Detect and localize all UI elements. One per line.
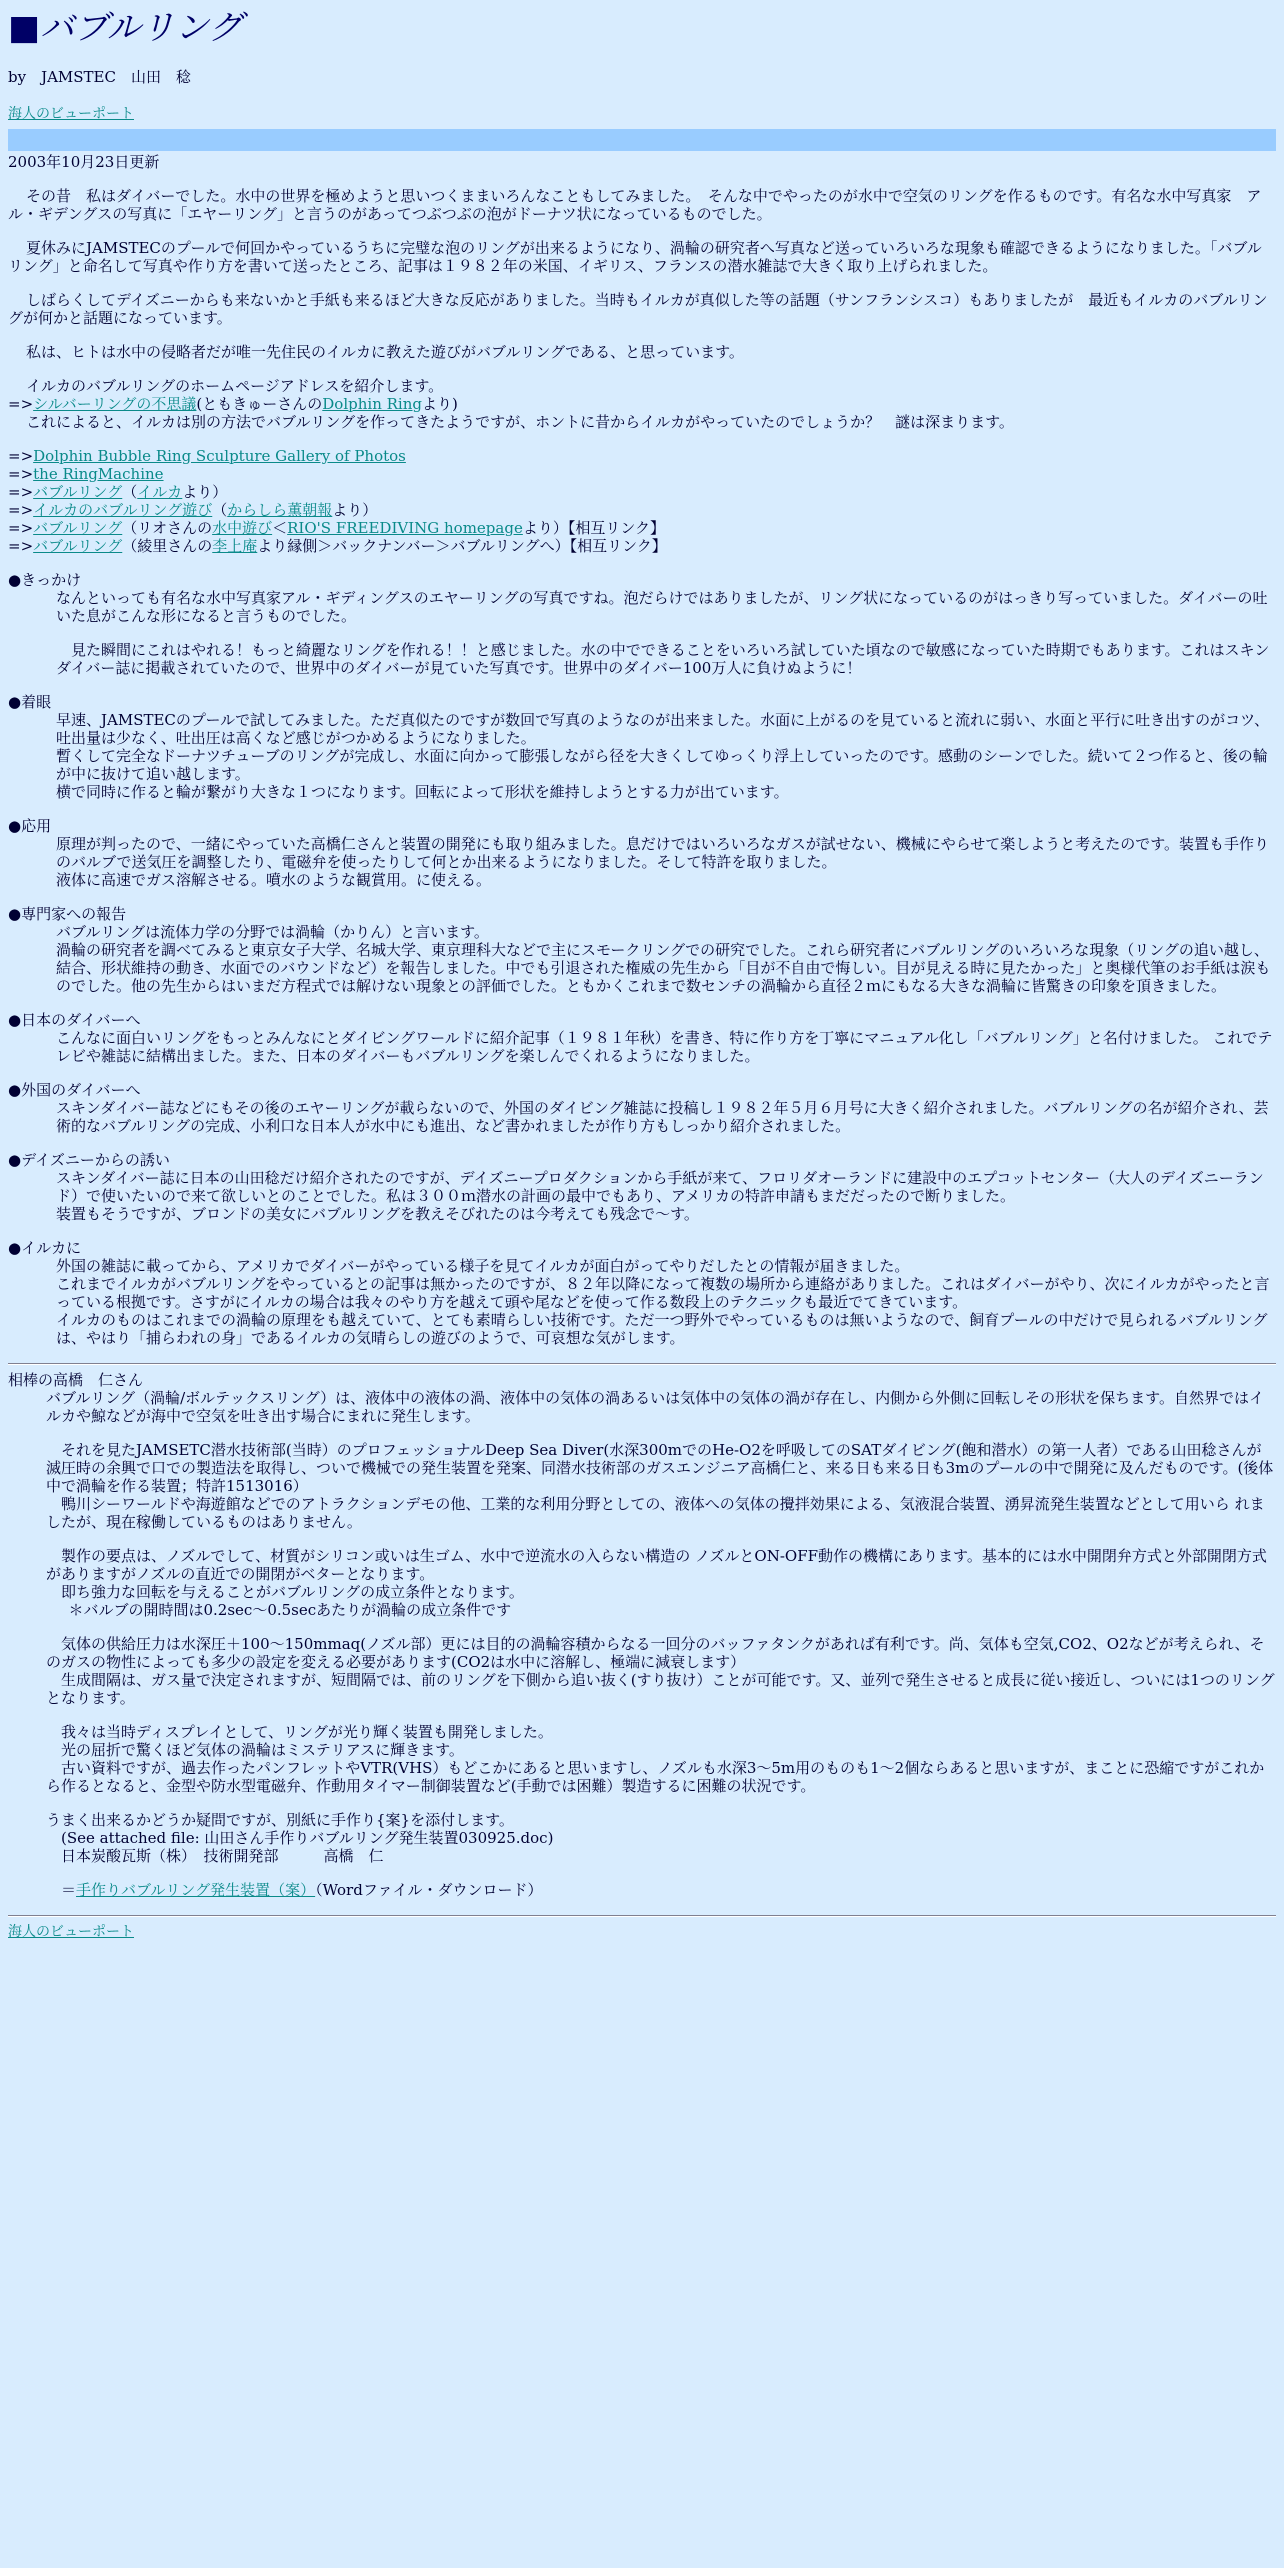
section-paragraph: なんといっても有名な水中写真家アル・ギディングスのエヤーリングの写真ですね。泡だらけではありましたが、リング状になっているのがはっきり写っていました。ダイバーの吐いた息がこんな形になると言うものでした。 [56,589,1268,625]
section-heading: ●着眼 [8,693,52,711]
attached-file-note: (See attached file: 山田さん手作りバブルリング発生装置030925.doc) [61,1829,554,1847]
link-underwater-play[interactable]: 水中遊び [212,519,273,537]
partner-text: 製作の要点は、ノズルでして、材質がシリコン或いは生ゴム、水中で逆流水の入らない構造の ノズルとON-OFF動作の機構にあります。基本的には水中開閉弁方式と外部開閉方式がありますがノズルの直近での開閉がベターとなります。 [46,1547,1267,1583]
section-paragraph: 外国の雑誌に載ってから、アメリカでダイバーがやっている様子を見てイルカが面白がってやりだしたとの情報が届きました。 [56,1257,910,1275]
byline: by JAMSTEC 山田 稔 [8,68,191,86]
link-note: （綾里さんの [122,537,213,555]
download-link[interactable]: 手作りバブルリング発生装置（案） [76,1881,316,1899]
homepage-lead: イルカのバブルリングのホームページアドレスを紹介します。 [26,377,444,395]
partner-text: それを見たJAMSETC潜水技術部(当時）のプロフェッショナルDeep Sea Diver(水深300mでのHe-O2を呼吸してのSATダイビング(飽和潜水）の第一人者）である山田稔さんが滅圧時の余興で口での製造法を取得し、ついで機械での発生装置を発案、同潜水技術部のガスエンジニア高橋仁と、来る日も来る日も3mのプールの中で開発に及んだものです。(後体中で渦輪を作る装置；特許1513016） [46,1441,1274,1495]
section-heading: ●専門家への報告 [8,905,127,923]
link-note: ＜ [272,519,288,537]
section-paragraph: 横で同時に作ると輪が繋がり大きな１つになります。回転によって形状を維持しようとする力が出ています。 [56,783,789,801]
section-paragraph: 暫くして完全なドーナツチューブのリングが完成し、水面に向かって膨張しながら径を大きくしてゆっくり浮上していったのです。感動のシーンでした。続いて２つ作ると、後の輪が中に抜けて追い越します。 [56,747,1268,783]
intro-paragraph-4: 私は、ヒトは水中の侵略者だが唯一先住民のイルカに教えた遊びがバブルリングである、と思っています。 [26,343,744,361]
partner-text: 気体の供給圧力は水深圧＋100～150mmaq(ノズル部）更には目的の渦輪容積からなる一回分のバッファタンクがあれば有利です。尚、気体も空気,CO2、O2などが考えられ、そのガスの物性によっても多少の設定を変える必要があります(CO2は水中に溶解し、極端に減衰します） [46,1635,1265,1671]
section-disney [8,1151,1276,1223]
section-experts [8,905,1276,995]
partner-text: 鴨川シーワールドや海遊館などでのアトラクションデモの他、工業的な利用分野としての、液体への気体の攪拌効果による、気液混合装置、湧昇流発生装置などとして用いら れましたが、現在稼働しているものはありません。 [46,1495,1265,1531]
link-note: より）【相互リンク】 [522,519,666,537]
link-dolphin-ring[interactable]: Dolphin Ring [322,395,422,413]
section-heading: ●外国のダイバーへ [8,1081,141,1099]
section-japan-divers [8,1011,1276,1065]
section-paragraph: 見た瞬間にこれはやれる！もっと綺麗なリングを作れる！！と感じました。水の中でできることをいろいろ試していた頃なので敏感になっていた時期でもあります。これはスキンダイバー誌に掲載されていたので、世界中のダイバーが見ていた写真です。世界中のダイバー100万人に負けぬように！ [56,641,1270,677]
section-heading: ●応用 [8,817,52,835]
intro-paragraph-3: しばらくしてデイズニーからも来ないかと手紙も来るほど大きな反応がありました。当時もイルカが真似した等の話題（サンフランシスコ）もありましたが 最近もイルカのバブルリングが何かと話題になっています。 [8,291,1268,327]
partner-text: 即ち強力な回転を与えることがバブルリングの成立条件となります。 [61,1583,524,1601]
section-paragraph: イルカのものはこれまでの渦輪の原理をも越えていて、とても素晴らしい技術です。ただ一つ野外でやっているものは無いようなので、飼育プールの中だけで見られるバブルリングは、やはり「捕らわれの身」であるイルカの気晴らしの遊びのようで、可哀想な気がします。 [56,1311,1268,1347]
section-paragraph: スキンダイバー誌などにもその後のエヤーリングが載らないので、外国のダイビング雑誌に投稿し１９８２年５月６月号に大きく紹介されました。バブルリングの名が紹介され、芸術的なバブルリングの完成、小利口な日本人が水中にも進出、など書かれましたが作り方もしっかり紹介されました。 [56,1099,1269,1135]
link-bubble-ring-2[interactable]: バブルリング [33,519,123,537]
section-foreign-divers [8,1081,1276,1135]
partner-text: 光の屈折で驚くほど気体の渦輪はミステリアスに輝きます。 [61,1741,464,1759]
download-prefix: ＝ [61,1881,77,1899]
link-note: (ともきゅーさんの [196,395,323,413]
link-note: （ [122,483,138,501]
divider [8,1363,1276,1365]
link-note: より） [182,483,228,501]
link-item: =>the RingMachine [8,465,164,483]
link-note: より縁側＞バックナンバー＞バブルリングへ）【相互リンク】 [257,537,667,555]
partner-section [8,1371,1276,1899]
section-heading: ●日本のダイバーへ [8,1011,141,1029]
intro-paragraph-1: その昔 私はダイバーでした。水中の世界を極めようと思いつくままいろんなこともしてみました。 そんな中でやったのが水中で空気のリングを作るものです。有名な水中写真家 アル・ギデングスの写真に「エヤーリング」と言うのがあってつぶつぶの泡がドーナツ状になっているものでした。 [8,187,1262,223]
download-note: （Wordファイル・ダウンロード） [315,1881,543,1899]
section-paragraph: 原理が判ったので、一緒にやっていた高橋仁さんと装置の開発にも取り組みました。息だけではいろいろなガスが試せない、機械にやらせて楽しようと考えたのです。装置も手作りのバルブで送気圧を調整したり、電磁弁を使ったりして何とか出来るようになりました。そして特許を取りました。 [56,835,1270,871]
page-title: ■バブルリング [8,8,243,48]
partner-paragraph: バブルリング（渦輪/ボルテックスリング）は、液体中の液体の渦、液体中の気体の渦あるいは気体中の気体の渦が存在し、内側から外側に回転しその形状を保ちます。自然界ではイルカや鯨などが海中で空気を吐き出す場合にまれに発生します。 [46,1389,1264,1425]
section-paragraph: 液体に高速でガス溶解させる。噴水のような観賞用。に使える。 [56,871,492,889]
arrow-prefix: => [8,395,34,413]
nav-link-viewport[interactable]: 海人のビューポート [8,106,134,122]
partner-text: 我々は当時ディスプレイとして、リングが光り輝く装置も開発しました。 [61,1723,553,1741]
updated-date: 2003年10月23日更新 [8,153,160,171]
link-note: （ [212,501,228,519]
partner-paragraph [46,1547,1276,1619]
partner-text: 生成間隔は、ガス量で決定されますが、短間隔では、前のリングを下側から追い抜く(すり抜け）ことが可能です。又、並列で発生させると成長に従い接近し、ついには1つのリングとなります。 [46,1671,1275,1707]
link-bubble-ring-3[interactable]: バブルリング [33,537,123,555]
section-heading: ●きっかけ [8,571,82,589]
link-item: =>バブルリング（リオさんの水中遊び＜RIO'S FREEDIVING homepageより）【相互リンク】 [8,519,666,537]
signature-line: 日本炭酸瓦斯（株） 技術開発部 高橋 仁 [61,1847,384,1865]
section-paragraph: これまでイルカがバブルリングをやっているとの記事は無かったのですが、８２年以降になって複数の場所から連絡がありました。これはダイバーがやり、次にイルカがやったと言っている根拠です。さすがにイルカの場合は我々のやり方を越えて頭や尾などを使って作る数段上のテクニックも最近でてきています。 [56,1275,1270,1311]
link-item: =>バブルリング（綾里さんの李上庵より縁側＞バックナンバー＞バブルリングへ）【相互リンク】 [8,537,667,555]
section-paragraph: 渦輪の研究者を調べてみると東京女子大学、名城大学、東京理科大などで主にスモークリングでの研究でした。これら研究者にバブルリングのいろいろな現象（リングの追い越し、結合、形状維持の動き、水面でのバウンドなど）を報告しました。中でも引退された権威の先生から「目が不自由で悔しい。目が見える時に見たかった」と奥様代筆のお手紙は涙ものでした。他の先生からはいまだ方程式では解けない現象との評価でした。ともかくこれまで数センチの渦輪から直径２ｍにもなる大きな渦輪に皆驚きの印象を頂きました。 [56,941,1271,995]
section-chakugan [8,693,1276,801]
partner-paragraph [46,1441,1276,1531]
section-paragraph: バブルリングは流体力学の分野では渦輪（かりん）と言います。 [56,923,489,941]
link-note: より） [332,501,378,519]
link-iruka[interactable]: イルカ [137,483,183,501]
link-note: （リオさんの [122,519,213,537]
header-bar [8,129,1276,151]
link-item: =>Dolphin Bubble Ring Sculpture Gallery of Photos [8,447,406,465]
download-line [46,1881,1276,1899]
link-item: =>バブルリング（イルカより） [8,483,228,501]
section-heading: ●イルカに [8,1239,82,1257]
homepage-tail: これによると、イルカは別の方法でバブルリングを作ってきたようですが、ホントに昔からイルカがやっていたのでしょうか？ 謎は深まります。 [26,413,1014,431]
section-paragraph: スキンダイバー誌に日本の山田稔だけ紹介されたのですが、デイズニープロダクションから手紙が来て、フロリダオーランドに建設中のエプコットセンター（大人のデイズニーランド）で使いたいので来て欲しいとのことでした。私は３００ｍ潜水の計画の最中でもあり、アメリカの特許申請もまだだったので断りました。 [56,1169,1264,1205]
divider [8,1915,1276,1917]
partner-paragraph [46,1723,1276,1795]
link-ringmachine[interactable]: the RingMachine [33,465,164,483]
link-gallery[interactable]: Dolphin Bubble Ring Sculpture Gallery of Photos [33,447,406,465]
homepage-intro [8,377,1276,431]
partner-paragraph [46,1635,1276,1707]
footer-link-viewport[interactable]: 海人のビューポート [8,1924,134,1940]
partner-text: 古い資料ですが、過去作ったパンフレットやVTR(VHS）もどこかにあると思いますし、ノズルも水深3～5m用のものも1～2個ならあると思いますが、まことに恐縮ですがこれから作るとなると、金型や防水型電磁弁、作動用タイマー制御装置など(手動では困難）製造するに困難の状況です。 [46,1759,1265,1795]
section-paragraph: こんなに面白いリングをもっとみんなにとダイビングワールドに紹介記事（１９８１年秋）を書き、特に作り方を丁寧にマニュアル化し「バブルリング」と名付けました。 これでテレビや雑誌に結構出ました。また、日本のダイバーもバブルリングを楽しんでくれるようになりました。 [56,1029,1273,1065]
partner-paragraph [46,1811,1276,1865]
link-list [8,447,1276,555]
partner-text: ＊バルブの開時間は0.2sec～0.5secあたりが渦輪の成立条件です [68,1601,512,1619]
link-rio-freediving[interactable]: RIO'S FREEDIVING homepage [287,519,523,537]
section-paragraph: 早速、JAMSTECのプールで試してみました。ただ真似たのですが数回で写真のようなのが出来ました。水面に上がるのを見ていると流れに弱い、水面と平行に吐き出すのがコツ、吐出量は少なく、吐出圧は高くなど感じがつかめるようになりました。 [56,711,1270,747]
homepage-link-line [8,395,1276,413]
partner-heading: 相棒の高橋 仁さん [8,1371,144,1389]
link-item: =>イルカのバブルリング遊び（からしら薫朝報より） [8,501,378,519]
link-dolphin-play[interactable]: イルカのバブルリング遊び [33,501,213,519]
link-news[interactable]: からしら薫朝報 [227,501,333,519]
partner-text: うまく出来るかどうか疑問ですが、別紙に手作り{案}を添付します。 [46,1811,514,1829]
section-paragraph: 装置もそうですが、ブロンドの美女にバブルリングを教えそびれたのは今考えても残念で～す。 [56,1205,699,1223]
intro-paragraph-2: 夏休みにJAMSTECのプールで何回かやっているうちに完璧な泡のリングが出来るようになり、渦輪の研究者へ写真など送っていろいろな現象も確認できるようになりました。「バブルリング」と命名して写真や作り方を書いて送ったところ、記事は１９８２年の米国、イギリス、フランスの潜水雑誌で大きく取り上げられました。 [8,239,1262,275]
link-bubble-ring-1[interactable]: バブルリング [33,483,123,501]
link-silver-ring[interactable]: シルバーリングの不思議 [33,395,197,413]
link-rijoan[interactable]: 李上庵 [212,537,258,555]
link-note: より) [421,395,458,413]
section-ouyou [8,817,1276,889]
section-kikkake [8,571,1276,677]
section-heading: ●デイズニーからの誘い [8,1151,170,1169]
section-dolphins [8,1239,1276,1347]
